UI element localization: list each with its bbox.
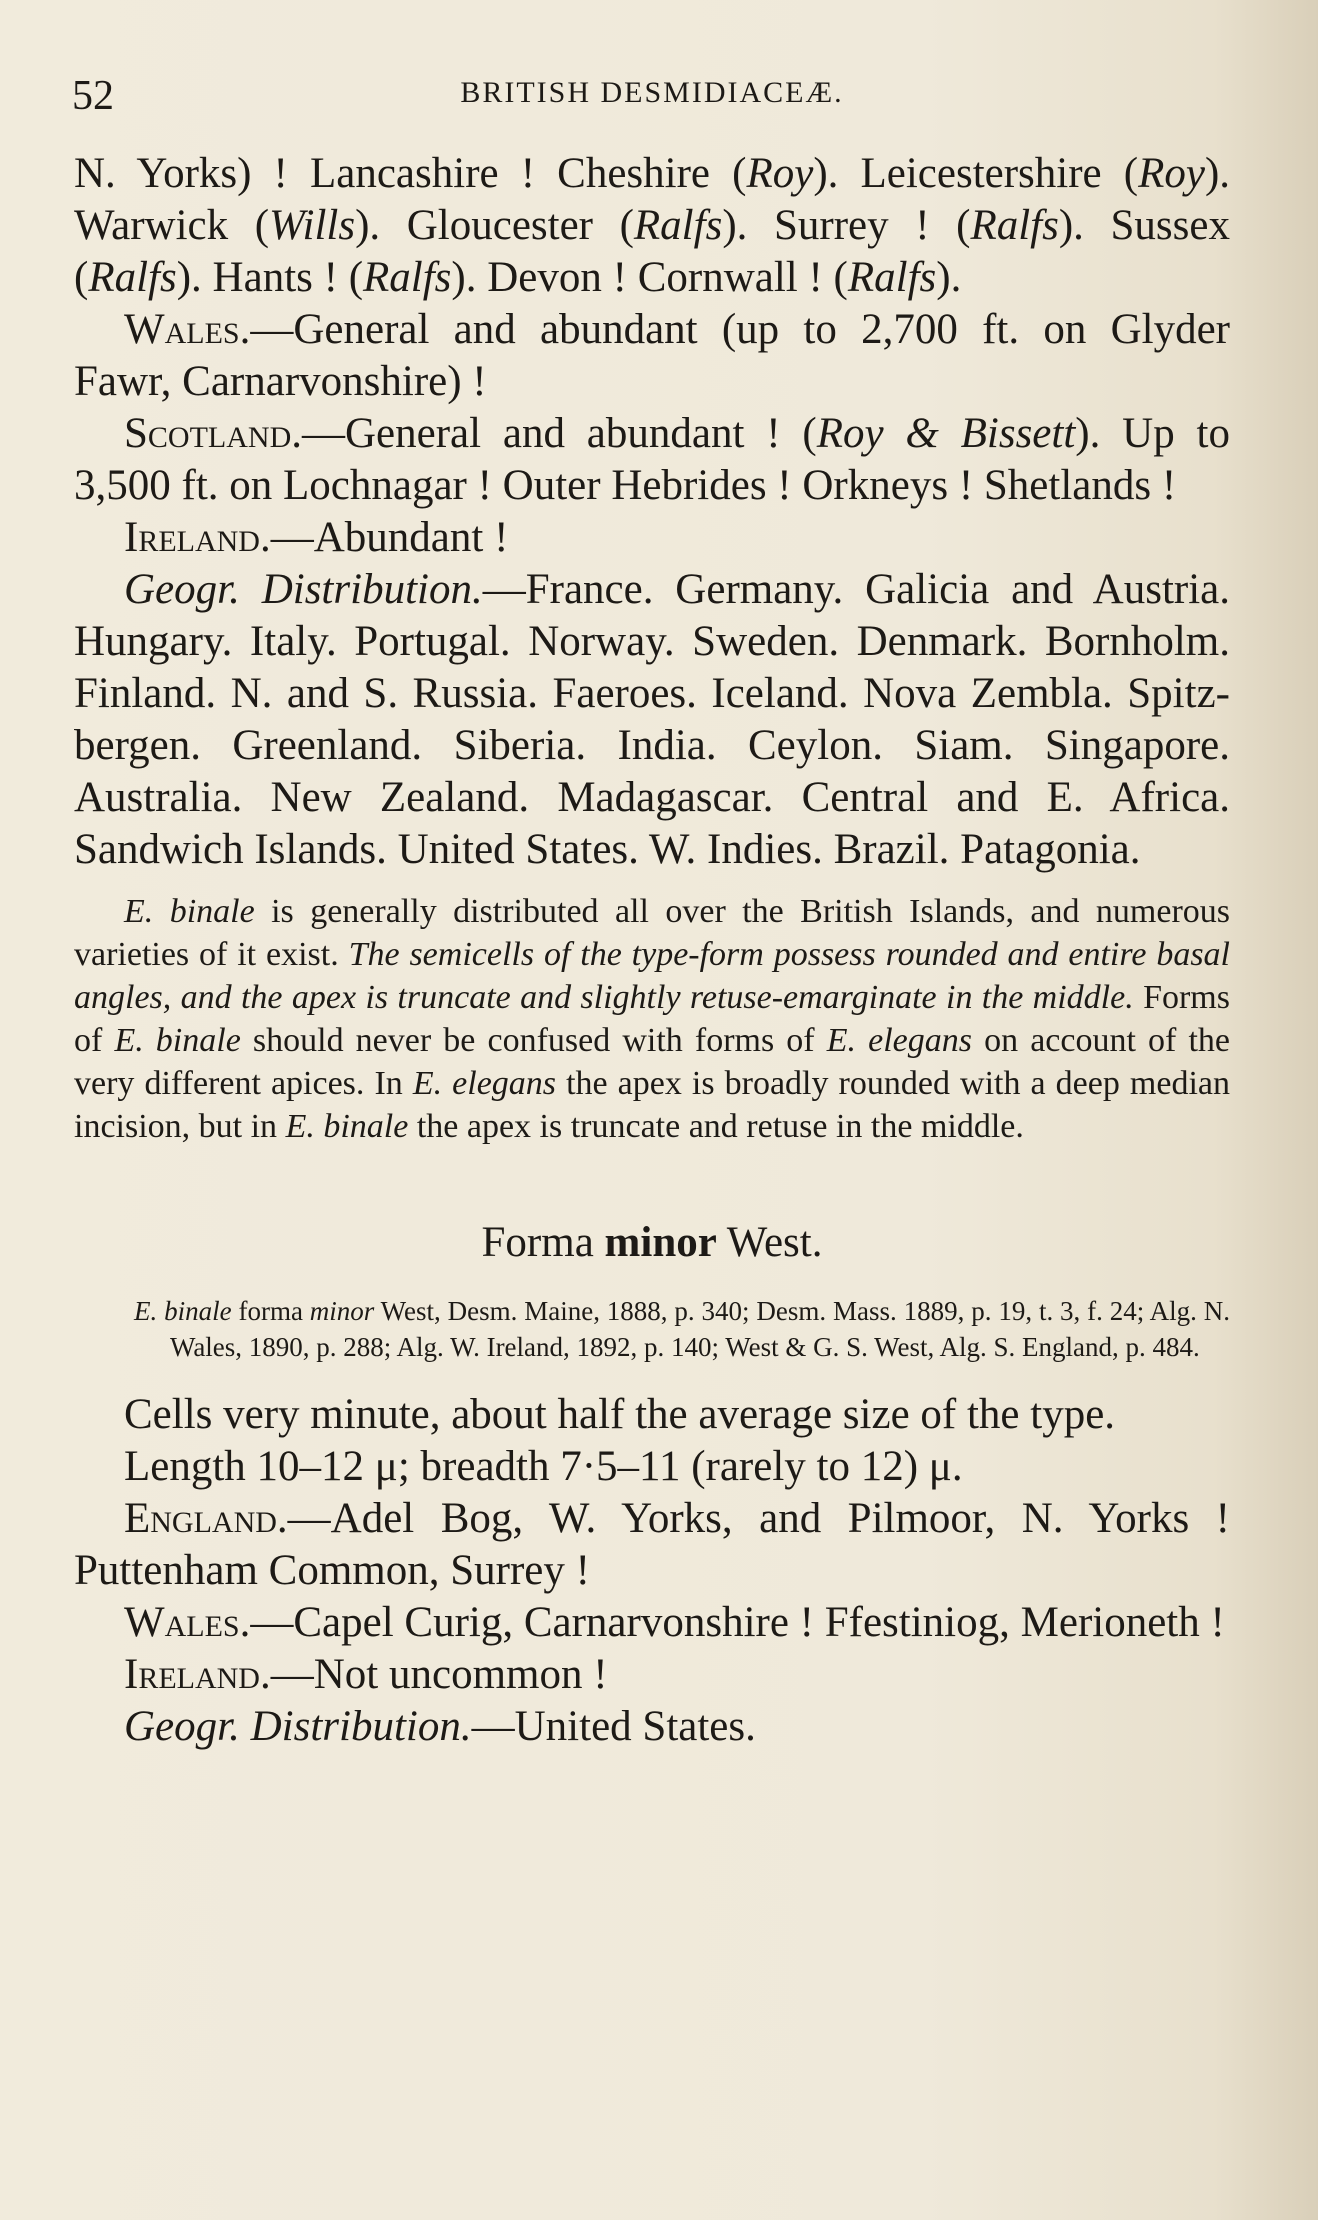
region-label: Ireland bbox=[124, 1651, 260, 1698]
page-body bbox=[74, 148, 1230, 1753]
distribution-label: Geogr. Distribution. bbox=[124, 1703, 472, 1750]
england-paragraph: England.—Adel Bog, W. Yorks, and Pilmoor, N. Yorks ! Puttenham Common, Surrey ! bbox=[74, 1495, 1230, 1594]
literature-references: E. binale forma minor West, Desm. Maine, 1888, p. 340; Desm. Mass. 1889, p. 19, t. 3, f. 24; Alg. N. Wales, 1890, p. 288; Alg. W. Ireland, 1892, p. 140; West & G. S. West, Alg. S. England, p. 484. bbox=[134, 1296, 1231, 1362]
forma-heading: Forma minor West. bbox=[481, 1219, 823, 1266]
geographic-distribution: Geogr. Distribution.—France. Germany. Galicia and Austria. Hungary. Italy. Portugal. Norway. Sweden. Denmark. Bornholm. Finland. N. and S. Russia. Faeroes. Iceland. Nova Zembla. Spitzbergen. Greenland. Siberia. India. Ceylon. Siam. Singapore. Australia. New Zealand. Madagascar. Central and E. Africa. Sandwich Islands. United States. W. Indies. Brazil. Patagonia. bbox=[74, 566, 1230, 873]
ireland-paragraph-2: Ireland.—Not uncommon ! bbox=[124, 1651, 608, 1698]
english-localities: N. Yorks) ! Lancashire ! Cheshire (Roy). Leicestershire (Roy). Warwick (Wills). Gloucester (Ralfs). Surrey ! (Ralfs). Sussex (Ralfs). Hants ! (Ralfs). Devon ! Cornwall ! (Ralfs). bbox=[74, 150, 1231, 301]
wales-paragraph: Wales.—General and abundant (up to 2,700 ft. on Glyder Fawr, Carnarvonshire) ! bbox=[74, 306, 1230, 405]
region-label: England bbox=[124, 1495, 277, 1542]
wales-paragraph-2: Wales.—Capel Curig, Carnarvonshire ! Ffestiniog, Merioneth ! bbox=[124, 1599, 1225, 1646]
ireland-paragraph: Ireland.—Abundant ! bbox=[124, 514, 509, 561]
geographic-distribution-2: Geogr. Distribution.—United States. bbox=[124, 1703, 756, 1750]
region-label: Wales bbox=[124, 1599, 240, 1646]
distribution-label: Geogr. Distribution. bbox=[124, 566, 483, 613]
page-header bbox=[72, 72, 1232, 122]
scotland-paragraph: Scotland.—General and abundant ! (Roy & Bissett). Up to 3,500 ft. on Lochnagar ! Outer Hebrides ! Orkneys ! Shetlands ! bbox=[74, 410, 1230, 509]
cell-description: Cells very minute, about half the average size of the type. bbox=[124, 1391, 1116, 1438]
running-title: BRITISH DESMIDIACEÆ. bbox=[460, 76, 844, 109]
page-number: 52 bbox=[72, 73, 114, 119]
cell-dimensions: Length 10–12 μ; breadth 7·5–11 (rarely to 12) μ. bbox=[124, 1443, 963, 1490]
region-label: Ireland bbox=[124, 514, 260, 561]
region-label: Wales bbox=[124, 306, 240, 353]
taxonomic-note: E. binale is generally distributed all over the British Islands, and numerous varieties of it exist. The semicells of the type-form possess rounded and entire basal angles, and the apex is truncate and slightly retuse-emarginate in the middle. Forms of E. binale should never be confused with forms of E. elegans on account of the very different apices. In E. elegans the apex is broadly rounded with a deep median incision, but in E. binale the apex is truncate and retuse in the middle. bbox=[74, 893, 1230, 1145]
region-label: Scotland bbox=[124, 410, 292, 457]
